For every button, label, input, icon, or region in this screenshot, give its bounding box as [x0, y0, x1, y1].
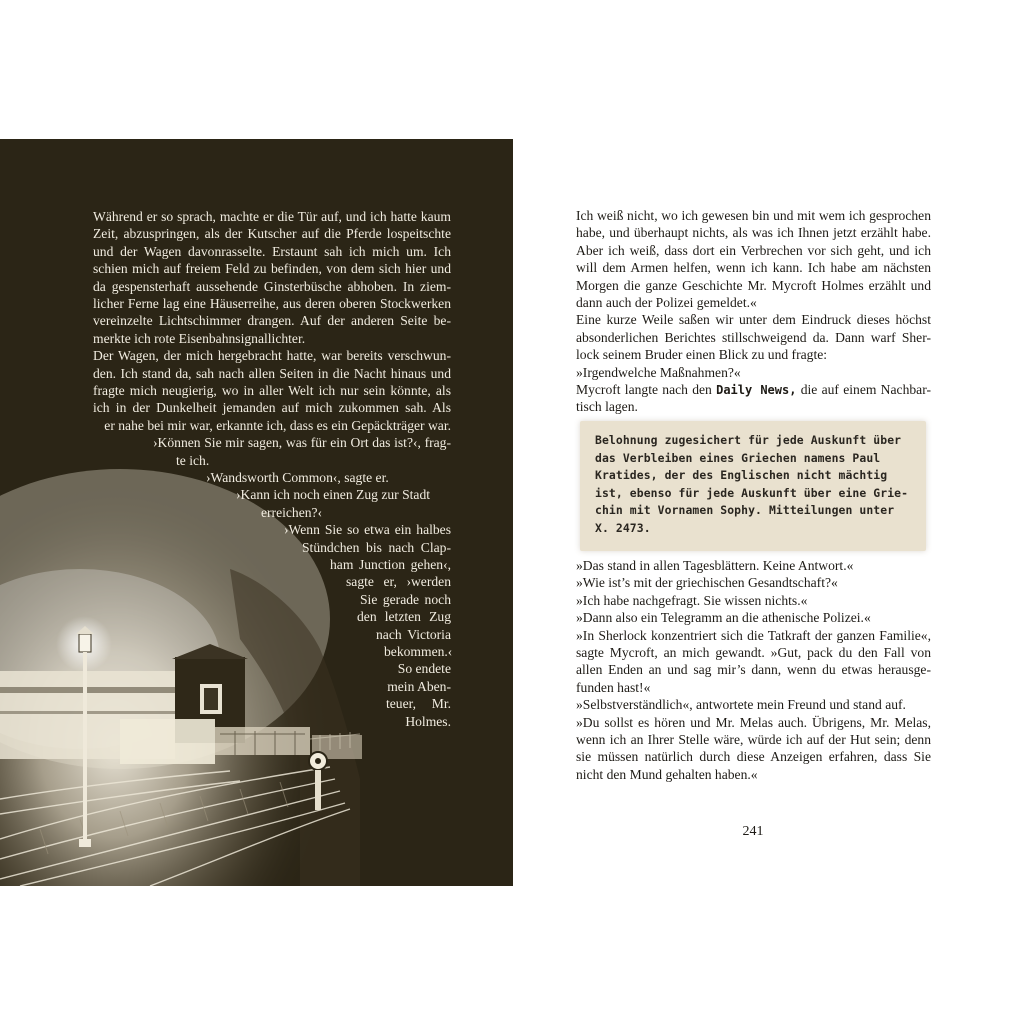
left-text-line: sagte er, ›werden	[346, 574, 451, 590]
right-text-line: dann auch der Polizei gemeldet.«	[576, 295, 757, 310]
right-text-line: »Du sollst es hören und Mr. Melas auch. Übrigens, Mr. Melas,	[576, 714, 931, 730]
left-text-line: vereinzelte Lichtschimmer drangen. Auf der anderen Seite be-	[93, 313, 451, 329]
left-text-line: ham Junction gehen‹,	[330, 557, 451, 572]
right-text-line: »Wie ist’s mit der griechischen Gesandtschaft?«	[576, 575, 838, 591]
right-text-line: nicht den Mund gehalten haben.«	[576, 766, 758, 782]
right-text-line: Eine kurze Weile saßen wir unter dem Eindruck dieses höchst	[576, 312, 931, 328]
left-text-line: nach Victoria	[376, 626, 451, 642]
left-text-line: Holmes.	[405, 713, 451, 729]
right-text-line: »Ich habe nachgefragt. Sie wissen nichts.«	[576, 592, 808, 608]
right-text-line: sagte Mycroft, an mich gewandt. »Gut, pack du den Fall von	[576, 645, 931, 660]
left-text-line: ›Wenn Sie so etwa ein halbes	[284, 522, 451, 538]
right-text-line: wenn ich an Ihrer Stelle wäre, würde ich auf der Hut sein; denn	[576, 732, 931, 747]
left-text-line: Stündchen bis nach Clap-	[302, 539, 451, 555]
clipping-line: Kratides, der des Englischen nicht mächtig	[595, 468, 888, 483]
left-text-line: licher Ferne lag eine Häuserreihe, aus deren oberen Stockwerken	[93, 296, 451, 311]
right-text-line: »In Sherlock konzentriert sich die Tatkraft der ganzen Familie«,	[576, 627, 931, 643]
left-text-line: teuer, Mr.	[386, 696, 451, 712]
mycroft-line-after: die auf einem Nachbar-	[796, 382, 931, 397]
right-text-line: »Das stand in allen Tagesblättern. Keine Antwort.«	[576, 558, 854, 573]
clipping-line: ist, ebenso für jede Auskunft über eine Grie-	[595, 485, 909, 500]
left-text-line: und der Wagen davonrasselte. Erstaunt sah ich mich um. Ich	[93, 243, 451, 259]
page-number: 241	[742, 824, 764, 839]
left-text-line: er nahe bei mir war, erkannte ich, dass es ein Gepäckträger war.	[104, 417, 451, 433]
left-text-line: Zeit, abzuspringen, als der Kutscher auf die Pferde lospeitschte	[93, 226, 451, 242]
clipping-line: X. 2473.	[595, 521, 651, 535]
right-text-line: »Selbstverständlich«, antwortete mein Freund und stand auf.	[576, 697, 906, 713]
right-text-line: »Dann also ein Telegramm an die athenische Polizei.«	[576, 610, 871, 626]
left-text-line: bekommen.‹	[384, 644, 453, 659]
right-text-line: lock seinem Bruder einen Blick zu und fragte:	[576, 347, 828, 363]
right-text-line: habe, und überhaupt nichts, als was ich Ihnen jetzt erzählt habe.	[576, 225, 931, 241]
right-text-line: funden hast!«	[576, 679, 651, 695]
newspaper-clipping	[580, 421, 926, 551]
left-text-line: erreichen?‹	[261, 504, 323, 520]
right-text-line: Aber ich weiß, dass dort ein Verbrechen vor sich geht, und ich	[576, 242, 931, 258]
left-text-line: schien mich auf freiem Feld zu befinden, von dem sich hier und	[93, 261, 451, 277]
left-text-line: Während er so sprach, machte er die Tür auf, und ich hatte kaum	[93, 209, 451, 224]
left-text-line: te ich.	[176, 452, 210, 468]
left-text-line: mein Aben-	[387, 678, 451, 694]
left-text-line: So endete	[397, 661, 451, 677]
clipping-line: das Verbleiben eines Griechen namens Paul	[595, 450, 881, 465]
left-text-line: ›Wandsworth Common‹, sagte er.	[206, 470, 389, 485]
right-text-line: absonderlichen Berichtes stillschweigend da. Dann warf Sher-	[576, 329, 931, 345]
right-text-line: »Irgendwelche Maßnahmen?«	[576, 364, 741, 380]
newspaper-name: Daily News,	[716, 383, 797, 397]
right-text-line: will dem Armen helfen, wenn ich kann. Ich habe am nächsten	[576, 260, 931, 276]
left-text-line: den letzten Zug	[357, 609, 451, 625]
left-text-line: Sie gerade noch	[360, 591, 451, 607]
mycroft-line-2: tisch lagen.	[576, 399, 638, 414]
left-text-line: den. Ich stand da, sah nach allen Seiten in die Nacht hinaus und	[93, 365, 451, 381]
left-text-line: fragte mich neugierig, wo in aller Welt ich nur sein könnte, als	[93, 383, 451, 398]
right-text-line: sie müssen natürlich durch diese Anzeigen erfahren, dass Sie	[576, 749, 931, 765]
right-text-line: Ich weiß nicht, wo ich gewesen bin und mit wem ich gesprochen	[576, 208, 931, 223]
left-text-line: ich in der Dunkelheit jemanden auf mich zukommen sah. Als	[93, 400, 451, 416]
mycroft-line	[576, 381, 931, 399]
left-text-line: da gespensterhaft aussehende Ginsterbüsche abhoben. In ziem-	[93, 278, 451, 294]
left-text-line: merkte ich rote Eisenbahnsignallichter.	[93, 330, 306, 346]
mycroft-line-before: Mycroft langte nach den	[576, 382, 717, 397]
right-text-line: Morgen die ganze Geschichte Mr. Mycroft Holmes erzählt und	[576, 277, 931, 293]
left-page	[0, 139, 513, 886]
clipping-line: chin mit Vornamen Sophy. Mitteilungen unter	[595, 503, 895, 518]
right-text-line: allen Enden an und sag mir’s dann, wenn du etwas herausge-	[576, 662, 931, 678]
clipping-line: Belohnung zugesichert für jede Auskunft über	[595, 433, 902, 447]
left-text-line: Der Wagen, der mich hergebracht hatte, war bereits verschwun-	[93, 348, 451, 364]
left-text-line: ›Können Sie mir sagen, was für ein Ort das ist?‹, frag-	[153, 435, 451, 451]
left-text-line: ›Kann ich noch einen Zug zur Stadt	[236, 487, 431, 503]
